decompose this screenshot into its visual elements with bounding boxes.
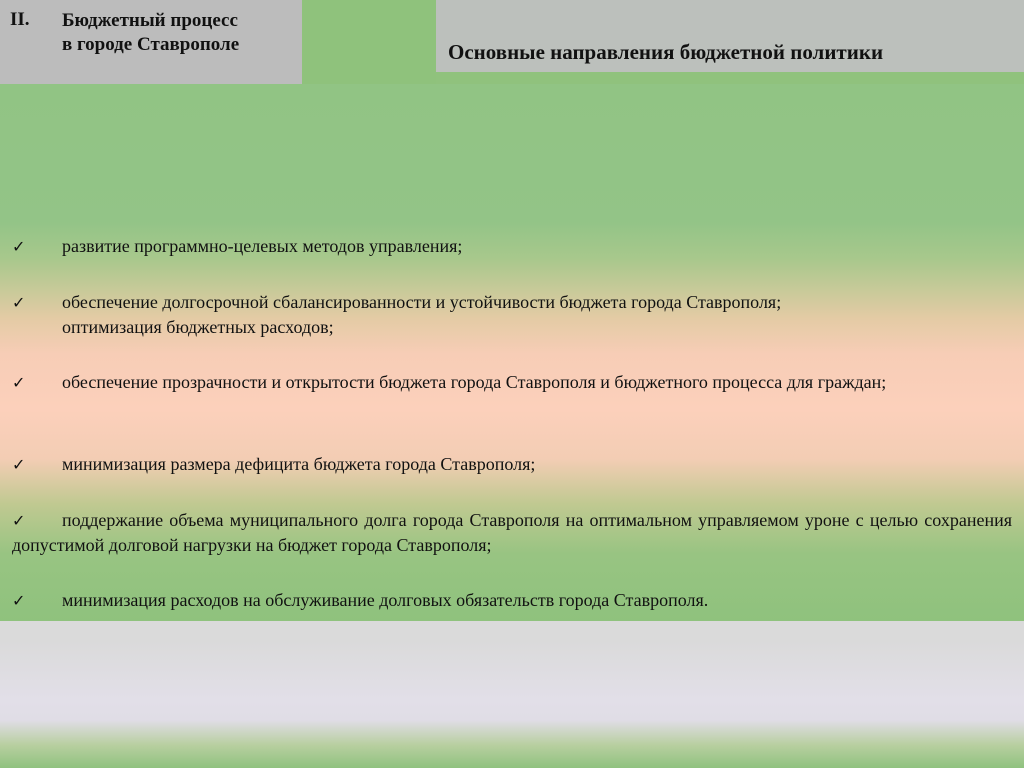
list-item-text: обеспечение долгосрочной сбалансированности и устойчивости бюджета города Ставрополя; (62, 292, 782, 312)
list-item (12, 290, 1012, 340)
checkmark-icon: ✓ (12, 373, 26, 392)
list-item (12, 452, 1012, 477)
checkmark-icon: ✓ (12, 591, 26, 610)
section-title (62, 9, 239, 57)
checkmark-icon: ✓ (12, 511, 26, 530)
list-item (12, 588, 1012, 613)
slide-title: Основные направления бюджетной политики (448, 40, 884, 64)
title-bar (436, 0, 1024, 72)
section-header (0, 0, 302, 84)
section-number: II. (10, 9, 30, 30)
section-title-line1: Бюджетный процесс (62, 10, 238, 31)
header-spacer (302, 0, 436, 84)
list-item-text: развитие программно-целевых методов управления; (62, 236, 463, 256)
section-title-line2: в городе Ставрополе (62, 34, 240, 55)
list-item (12, 370, 1012, 395)
header-underline (436, 72, 1024, 84)
checkmark-icon: ✓ (12, 237, 26, 256)
list-item-text: обеспечение прозрачности и открытости бюджета города Ставрополя и бюджетного процесса для граждан; (62, 372, 887, 392)
list-item-text: минимизация расходов на обслуживание долговых обязательств города Ставрополя. (62, 590, 709, 610)
list-item-text-continued: оптимизация бюджетных расходов; (62, 317, 334, 337)
content-area (0, 84, 1024, 621)
checkmark-icon: ✓ (12, 455, 26, 474)
list-item (12, 234, 1012, 259)
list-item-text: минимизация размера дефицита бюджета города Ставрополя; (62, 454, 536, 474)
list-item-text: поддержание объема муниципального долга города Ставрополя на оптимальном управляемом уроне с целью сохранения допустимой долговой нагрузки на бюджет города Ставрополя; (12, 510, 1012, 555)
list-item (12, 508, 1012, 558)
checkmark-icon: ✓ (12, 293, 26, 312)
